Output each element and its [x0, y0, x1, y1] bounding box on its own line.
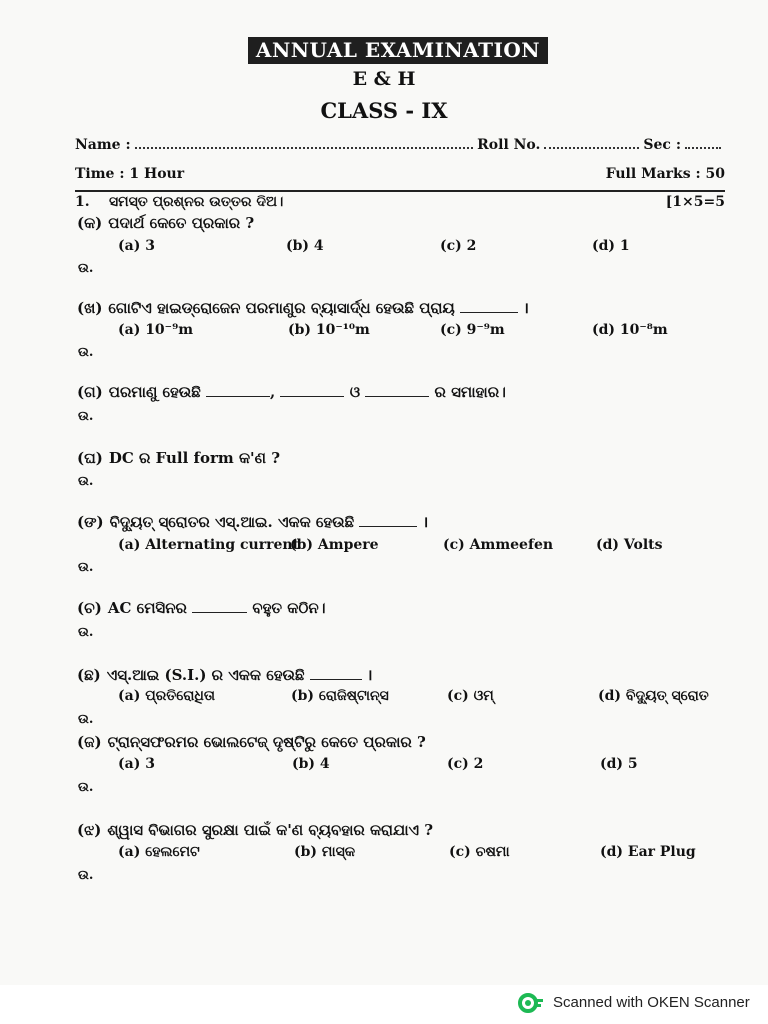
option-a: (a) 10⁻⁹m	[118, 322, 194, 338]
section-number: 1.	[75, 194, 90, 210]
question-text: ଶ୍ୱାସ ବିଭାଗର ସୁରକ୍ଷା ପାଇଁ କ'ଣ ବ୍ୟବହାର କରାଯାଏ ?	[107, 821, 434, 839]
option-d: (d) 5	[600, 756, 638, 772]
question-nga: (ଙ) ବିଦ୍ୟୁତ୍ ସ୍ରୋତର ଏସ୍.ଆଇ. ଏକକ ହେଉଛି ।	[77, 513, 429, 531]
answer-label: ଉ.	[78, 560, 94, 575]
sec-blank	[685, 139, 721, 149]
question-kha: (ଖ) ଗୋଟିଏ ହାଇଡ୍ରୋଜେନ ପରମାଣୁର ବ୍ୟାସାର୍ଦ୍ଧ ହେଉଛି ପ୍ରାୟ ।	[77, 299, 529, 317]
option-c: (c) 9⁻⁹m	[440, 322, 505, 338]
question-text: ବିଦ୍ୟୁତ୍ ସ୍ରୋତର ଏସ୍.ଆଇ. ଏକକ ହେଉଛି	[109, 513, 355, 531]
question-label: (ଛ)	[77, 666, 101, 684]
question-text-part-3: ର ସମାହାର।	[434, 383, 506, 401]
scanner-watermark-text: Scanned with OKEN Scanner	[553, 994, 750, 1011]
question-label: (ଙ)	[77, 513, 104, 531]
name-blank	[135, 139, 474, 149]
option-b: (b) 4	[286, 238, 324, 254]
option-c: (c) ଓମ୍	[447, 688, 494, 704]
question-chha: (ଛ) ଏସ୍.ଆଇ (S.I.) ର ଏକକ ହେଉଛି ।	[77, 666, 373, 684]
question-text: ପଦାର୍ଥ କେତେ ପ୍ରକାର ?	[108, 214, 255, 232]
answer-label: ଉ.	[78, 780, 94, 795]
question-gha	[77, 449, 727, 467]
option-d: (d) 10⁻⁸m	[592, 322, 668, 338]
question-cha	[77, 599, 727, 617]
answer-label: ଉ.	[78, 261, 94, 276]
answer-blank	[192, 600, 247, 613]
option-c: (c) Ammeefen	[443, 537, 554, 553]
question-jha	[77, 821, 727, 839]
option-b: (b) Ampere	[290, 537, 379, 553]
answer-blank	[365, 384, 429, 397]
subject-heading: E & H	[352, 68, 416, 90]
time-marks-row	[75, 166, 725, 182]
option-b: (b) ରୋଜିଷ୍ଟାନ୍ସ	[291, 688, 389, 704]
option-d: (d) Ear Plug	[600, 844, 696, 860]
name-label: Name :	[75, 137, 131, 153]
option-a: (a) 3	[118, 756, 155, 772]
question-label: (କ)	[77, 214, 103, 232]
option-a: (a) Alternating current	[118, 537, 300, 553]
sec-label: Sec :	[643, 137, 681, 153]
question-text: ଟ୍ରାନ୍ସଫରମର ଭୋଲଟେଜ୍ ଦୃଷ୍ଟିରୁ କେତେ ପ୍ରକାର ?	[107, 733, 426, 751]
option-d: (d) Volts	[596, 537, 663, 553]
option-d: (d) 1	[592, 238, 630, 254]
option-c: (c) 2	[447, 756, 484, 772]
question-label: (ଚ)	[77, 599, 102, 617]
question-ja	[77, 733, 727, 751]
student-info-row	[75, 137, 725, 153]
question-label: (ଖ)	[77, 299, 103, 317]
section-1-heading	[75, 194, 725, 210]
option-a: (a) ପ୍ରତିରୋଧିତା	[118, 688, 216, 704]
question-text: ଏସ୍.ଆଇ (S.I.) ର ଏକକ ହେଉଛି	[106, 666, 305, 684]
option-b: (b) 10⁻¹⁰m	[288, 322, 370, 338]
question-label: (ଜ)	[77, 733, 102, 751]
oken-scanner-logo-icon	[518, 992, 544, 1014]
full-marks-label: Full Marks : 50	[605, 166, 725, 182]
option-a: (a) 3	[118, 238, 155, 254]
question-text-part-2: ଓ	[349, 383, 361, 401]
exam-title: ANNUAL EXAMINATION	[248, 37, 548, 64]
section-marks: [1×5=5	[665, 194, 725, 210]
question-label: (ଘ)	[77, 449, 103, 467]
answer-label: ଉ.	[78, 868, 94, 883]
answer-label: ଉ.	[78, 625, 94, 640]
time-label: Time : 1 Hour	[75, 166, 185, 182]
answer-blank	[206, 384, 270, 397]
question-text: DC ର Full form କ'ଣ ?	[108, 449, 280, 467]
question-label: (ଝ)	[77, 821, 102, 839]
option-b: (b) 4	[292, 756, 330, 772]
answer-label: ଉ.	[78, 345, 94, 360]
option-b: (b) ମାସ୍କ	[294, 844, 356, 860]
question-ga: (ଗ) ପରମାଣୁ ହେଉଛି , ଓ ର ସମାହାର।	[77, 383, 506, 401]
answer-label: ଉ.	[78, 712, 94, 727]
question-text-part-1: ପରମାଣୁ ହେଉଛି	[108, 383, 201, 401]
roll-blank	[544, 139, 639, 149]
option-c: (c) ଚଷମା	[449, 844, 510, 860]
option-c: (c) 2	[440, 238, 477, 254]
option-a: (a) ହେଲମେଟ	[118, 844, 200, 860]
answer-label: ଉ.	[78, 409, 94, 424]
roll-label: Roll No.	[477, 137, 541, 153]
answer-blank	[359, 514, 417, 527]
question-label: (ଗ)	[77, 383, 103, 401]
answer-blank	[280, 384, 344, 397]
option-d: (d) ବିଦ୍ୟୁତ୍ ସ୍ରୋତ	[598, 688, 709, 704]
question-text-part-2: ବହୁତ କଠିନ।	[252, 599, 326, 617]
header-divider	[75, 190, 725, 192]
class-heading: CLASS - IX	[320, 98, 448, 123]
section-instruction: ସମସ୍ତ ପ୍ରଶ୍ନର ଉତ୍ତର ଦିଅ।	[109, 194, 284, 210]
question-ka	[77, 214, 727, 232]
question-text: ଗୋଟିଏ ହାଇଡ୍ରୋଜେନ ପରମାଣୁର ବ୍ୟାସାର୍ଦ୍ଧ ହେଉଛି ପ୍ରାୟ	[108, 299, 455, 317]
answer-label: ଉ.	[78, 474, 94, 489]
question-text-part-1: AC ମେସିନର	[107, 599, 187, 617]
answer-blank	[310, 667, 362, 680]
answer-blank	[460, 300, 518, 313]
